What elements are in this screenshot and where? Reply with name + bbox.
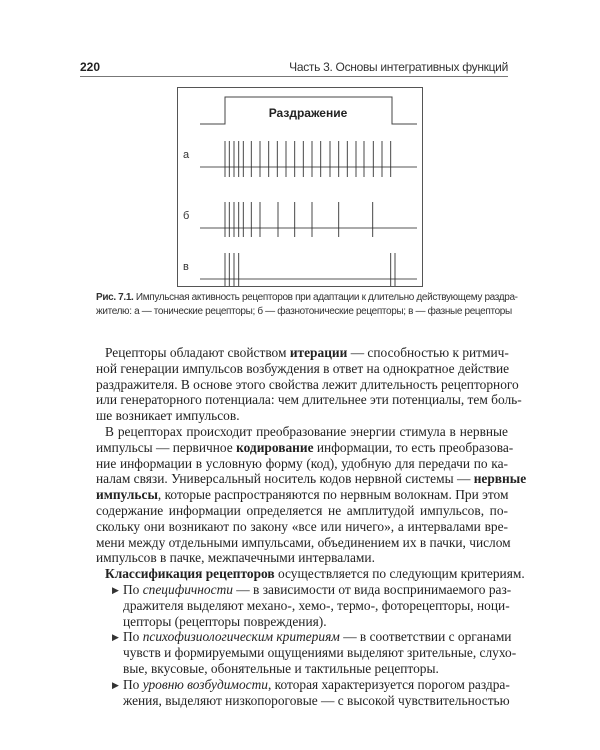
caption-label: Рис. 7.1. <box>96 292 134 303</box>
text-run: налам связи. Универсальный носитель кодов нервной системы — <box>96 471 474 487</box>
bold-term: кодирование <box>236 439 314 455</box>
text-run: информации, то есть преобразова- <box>313 439 514 455</box>
text-run: — в соответствии с органами <box>339 629 512 645</box>
text-line <box>123 677 508 693</box>
spike-train-row <box>183 141 417 177</box>
text-run: мени между отдельными импульсами, объединением их в пачки, числом <box>96 534 511 550</box>
text-line <box>123 582 512 598</box>
bold-term: импульсы <box>96 487 158 503</box>
text-line <box>123 645 517 661</box>
text-run: — в зависимости от вида воспринимаемого раз- <box>232 582 512 597</box>
text-line <box>96 534 511 551</box>
caption-text: Импульсная активность рецепторов при адаптации к длительно действующему раздра- <box>133 292 518 303</box>
figure-caption-line-1 <box>96 291 518 304</box>
bullet-icon: ▶ <box>112 680 119 691</box>
text-run: или генераторного потенциала: чем длительнее эти потенциалы, тем боль- <box>96 392 522 408</box>
text-run: дражителя выделяют механо-, хемо-, термо-, фоторецепторы, ноци- <box>123 597 510 613</box>
text-run: осуществляется по следующим критериям. <box>274 566 525 582</box>
italic-term: специфичности <box>142 582 233 597</box>
text-run: По <box>123 676 143 692</box>
text-line <box>105 424 508 440</box>
text-run: В рецепторах происходит преобразование энергии стимула в нервные <box>105 424 508 439</box>
text-line <box>96 503 508 519</box>
figure-7-1 <box>0 0 600 300</box>
text-line <box>96 487 508 503</box>
text-run: , которая характеризуется порогом раздра- <box>267 676 510 692</box>
running-title: Часть 3. Основы интегративных функций <box>289 60 508 74</box>
bullet-icon: ▶ <box>112 586 119 596</box>
text-run: импульсы — первичное <box>96 439 237 455</box>
bullet-icon: ▶ <box>112 633 119 644</box>
text-run: , которые распространяются по нервным волокнам. При этом <box>157 487 509 503</box>
page-number: 220 <box>80 60 101 74</box>
text-line <box>105 566 525 582</box>
spike-train-row <box>183 253 417 286</box>
spike-train-row <box>183 202 417 237</box>
text-run: импульсов в пачке, межпачечными интервалами. <box>96 550 375 566</box>
text-line <box>123 661 508 677</box>
text-run: ной генерации импульсов возбуждения в ответ на однократное действие <box>96 360 510 376</box>
text-line <box>96 456 508 472</box>
text-run: ше возникает импульсов. <box>96 408 240 424</box>
italic-term: уровню возбудимости <box>142 676 268 692</box>
text-line <box>96 439 514 456</box>
text-line <box>123 598 508 614</box>
bold-term: Классификация рецепторов <box>105 566 275 582</box>
text-run: По <box>123 582 143 597</box>
text-line <box>96 408 508 424</box>
text-line <box>96 361 508 377</box>
text-run: По <box>123 629 143 645</box>
stimulus-label: Раздражение <box>268 106 348 120</box>
row-label: б <box>183 210 190 222</box>
text-run: содержание информации определяется не амплитудой импульсов, по- <box>96 503 508 518</box>
text-run: Рецепторы обладают свойством <box>105 345 290 360</box>
text-line <box>123 693 508 709</box>
text-line <box>96 519 508 535</box>
text-run: цепторы (рецепторы повреждения). <box>123 613 327 629</box>
row-label: а <box>183 149 190 161</box>
text-run: — способностью к ритмич- <box>347 345 509 360</box>
text-line <box>105 345 508 361</box>
bold-term: нервные <box>473 471 527 487</box>
text-line <box>96 392 522 408</box>
text-run: скольку они возникают по закону «все или ничего», а интервалами вре- <box>96 518 508 534</box>
text-run: жения, выделяют низкопороговые — с высокой чувствительностью <box>123 692 510 708</box>
text-run: раздражителя. В основе этого свойства лежит длительность рецепторного <box>96 376 519 392</box>
figure-caption-line-2: жителю: а — тонические рецепторы; б — фазнотонические рецепторы; в — фазные рецепторы <box>96 306 512 317</box>
text-run: вые, вкусовые, обонятельные и тактильные рецепторы. <box>123 661 439 676</box>
text-run: чувств и формируемыми ощущениями выделяют зрительные, слухо- <box>123 645 517 661</box>
text-run: ние информации в условную форму (код), удобную для передачи по ка- <box>96 455 508 471</box>
text-line <box>96 376 519 393</box>
text-line <box>123 629 512 645</box>
text-line <box>123 614 508 630</box>
text-line <box>96 550 508 566</box>
row-label: в <box>183 261 189 273</box>
italic-term: психофизиологическим критериям <box>142 629 340 645</box>
text-line <box>96 471 527 487</box>
bold-term: итерации <box>289 345 348 360</box>
